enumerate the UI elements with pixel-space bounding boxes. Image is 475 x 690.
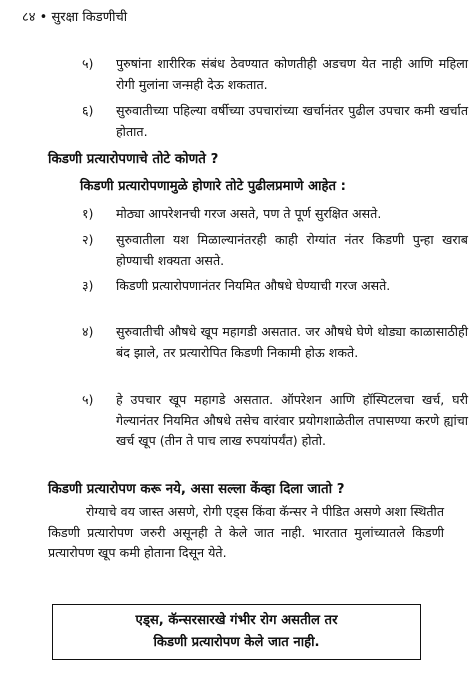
list-text: पुरुषांना शारीरिक संबंध ठेवण्यात कोणतीही अडचण येत नाही आणि महिला रोगी मुलांना जन्म़ही देऊ शकतात. [116, 56, 468, 92]
list-number: ५) [82, 56, 94, 71]
list-text: सुरुवातीच्या पहिल्या वर्षीच्या उपचारांच्या खर्चानंतर पुढील उपचार कमी खर्चात होतात. [116, 103, 468, 139]
list-item [48, 54, 468, 95]
list-text: सुरुवातीला यश मिळाल्यानंतरही काही रोग्यांत नंतर किडणी पुन्हा खराब होण्याची शक्यता असते. [116, 232, 468, 268]
list-number: ६) [82, 103, 94, 118]
callout-line: एड्स, कॅन्सरसारखे गंभीर रोग असतील तर [135, 613, 338, 628]
list-item [48, 204, 468, 225]
list-item [48, 322, 468, 363]
callout-box [52, 604, 421, 660]
section-heading: किडणी प्रत्यारोपण करू नये, असा सल्ला केंव्हा दिला जातो ? [48, 482, 345, 497]
list-text: सुरुवातीची औषधे खूप महागडी असतात. जर औषधे घेणे थोड्या काळासाठीही बंद झाले, तर प्रत्यारोपित किडणी निकामी होऊ शकते. [116, 324, 468, 360]
list-text: मोठ्या आपरेशनची गरज असते, पण ते पूर्ण सुरक्षित असते. [116, 206, 382, 221]
list-number: ४) [82, 324, 94, 339]
list-text: हे उपचार खूप महागडे असतात. ऑपरेशन आणि हॉस्पिटलचा खर्च, घरी गेल्यानंतर नियमित औषधे तसेच वारंवार प्रयोगशाळेतील तपासण्या करणे ह्यांचा खर्च खूप (तीन ते पाच लाख रुपयांपर्यंत) होतो. [116, 392, 468, 448]
list-number: २) [82, 232, 94, 247]
list-item [48, 101, 468, 142]
body-paragraph: रोग्याचे वय जास्त असणे, रोगी एड्स किंवा कॅन्सर ने पीडित असणे अशा स्थितीत किडणी प्रत्यारोपण जरुरी असूनही ते केले जात नाही. भारतात मुलांच्यातले किडणी प्रत्यारोपण खूप कमी होताना दिसून येते. [48, 504, 444, 560]
section-subheading: किडणी प्रत्यारोपणामुळे होणारे तोटे पुढीलप्रमाणे आहेत : [80, 179, 346, 194]
book-title: • सुरक्षा किडणीची [39, 10, 128, 25]
list-number: १) [82, 206, 94, 221]
list-item [48, 230, 468, 271]
list-item [48, 390, 468, 452]
list-text: किडणी प्रत्यारोपणानंतर नियमित औषधे घेण्याची गरज असते. [116, 278, 391, 293]
list-number: ३) [82, 278, 94, 293]
section-heading: किडणी प्रत्यारोपणाचे तोटे कोणते ? [48, 152, 219, 167]
page-header [22, 8, 127, 29]
callout-line: किडणी प्रत्यारोपण केले जात नाही. [153, 635, 320, 650]
list-item [48, 276, 468, 297]
list-number: ५) [82, 392, 94, 407]
page-number: ८४ [22, 10, 36, 25]
